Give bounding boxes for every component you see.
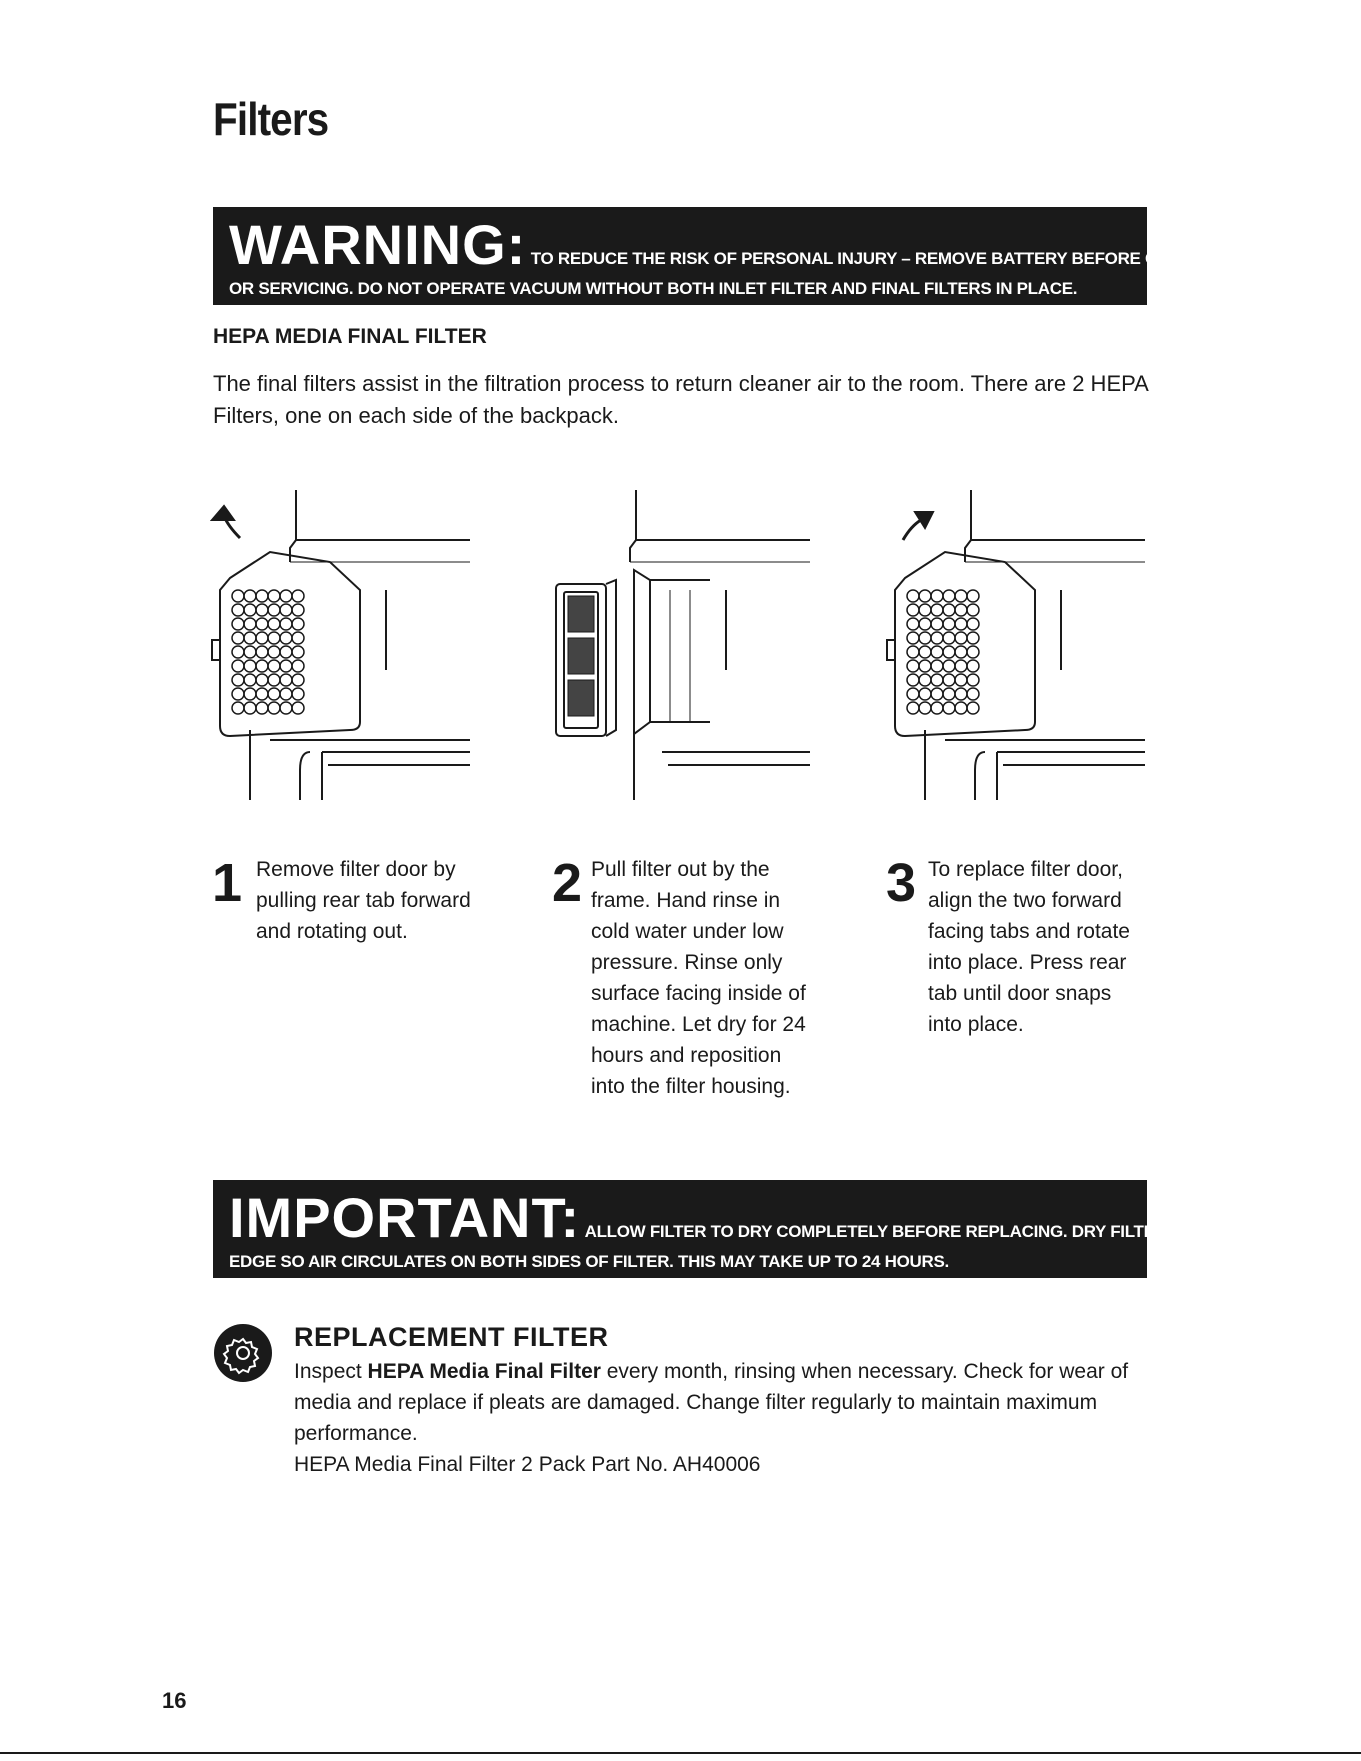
step2-text: Pull filter out by the frame. Hand rinse in cold water under low pressure. Rinse only surface facing inside of machine. Let dry for 24 hours and reposition into the filter housing. (591, 858, 806, 1098)
step2-illustration (550, 490, 810, 800)
step1-text: Remove filter door by pulling rear tab forward and rotating out. (256, 858, 471, 943)
replacement-text-prefix: Inspect (294, 1360, 368, 1383)
step3-illustration (885, 490, 1145, 800)
important-line2: EDGE SO AIR CIRCULATES ON BOTH SIDES OF FILTER. THIS MAY TAKE UP TO 24 HOURS. (229, 1252, 949, 1271)
replacement-filter-name: HEPA Media Final Filter (367, 1360, 601, 1383)
page-title: Filters (213, 93, 329, 145)
replacement-text-suffix: every month, rinsing when necessary. Check for wear of media and replace if pleats are damaged. Change filter regularly to maintain maximum performance. (294, 1360, 1129, 1445)
step1-number: 1 (212, 853, 243, 913)
warning-label: WARNING: (229, 213, 527, 276)
warning-line1: TO REDUCE THE RISK OF PERSONAL INJURY – REMOVE BATTERY BEFORE CLEANING (530, 249, 1232, 268)
replacement-heading: REPLACEMENT FILTER (294, 1322, 609, 1352)
replacement-part-number: HEPA Media Final Filter 2 Pack Part No. AH40006 (294, 1453, 761, 1476)
step1-illustration (210, 490, 470, 800)
bottom-rule (0, 1752, 1361, 1754)
warning-banner (213, 207, 1232, 305)
page-number: 16 (162, 1688, 187, 1713)
step3-number: 3 (886, 853, 917, 913)
step2-number: 2 (552, 853, 583, 913)
hepa-intro: The final filters assist in the filtration process to return cleaner air to the room. There are 2 HEPA Filters, one on each side of the backpack. (213, 371, 1148, 428)
hepa-heading: HEPA MEDIA FINAL FILTER (213, 325, 487, 348)
important-line1: ALLOW FILTER TO DRY COMPLETELY BEFORE REPLACING. DRY FILTER ON (584, 1222, 1196, 1241)
warning-line2: OR SERVICING. DO NOT OPERATE VACUUM WITHOUT BOTH INLET FILTER AND FINAL FILTERS IN PLACE. (229, 279, 1078, 298)
replacement-body (294, 1356, 1154, 1480)
step3-text: To replace filter door, align the two forward facing tabs and rotate into place. Press rear tab until door snaps into place. (928, 858, 1130, 1036)
gear-icon (214, 1324, 272, 1382)
important-banner (213, 1180, 1196, 1278)
important-label: IMPORTANT: (229, 1186, 581, 1249)
